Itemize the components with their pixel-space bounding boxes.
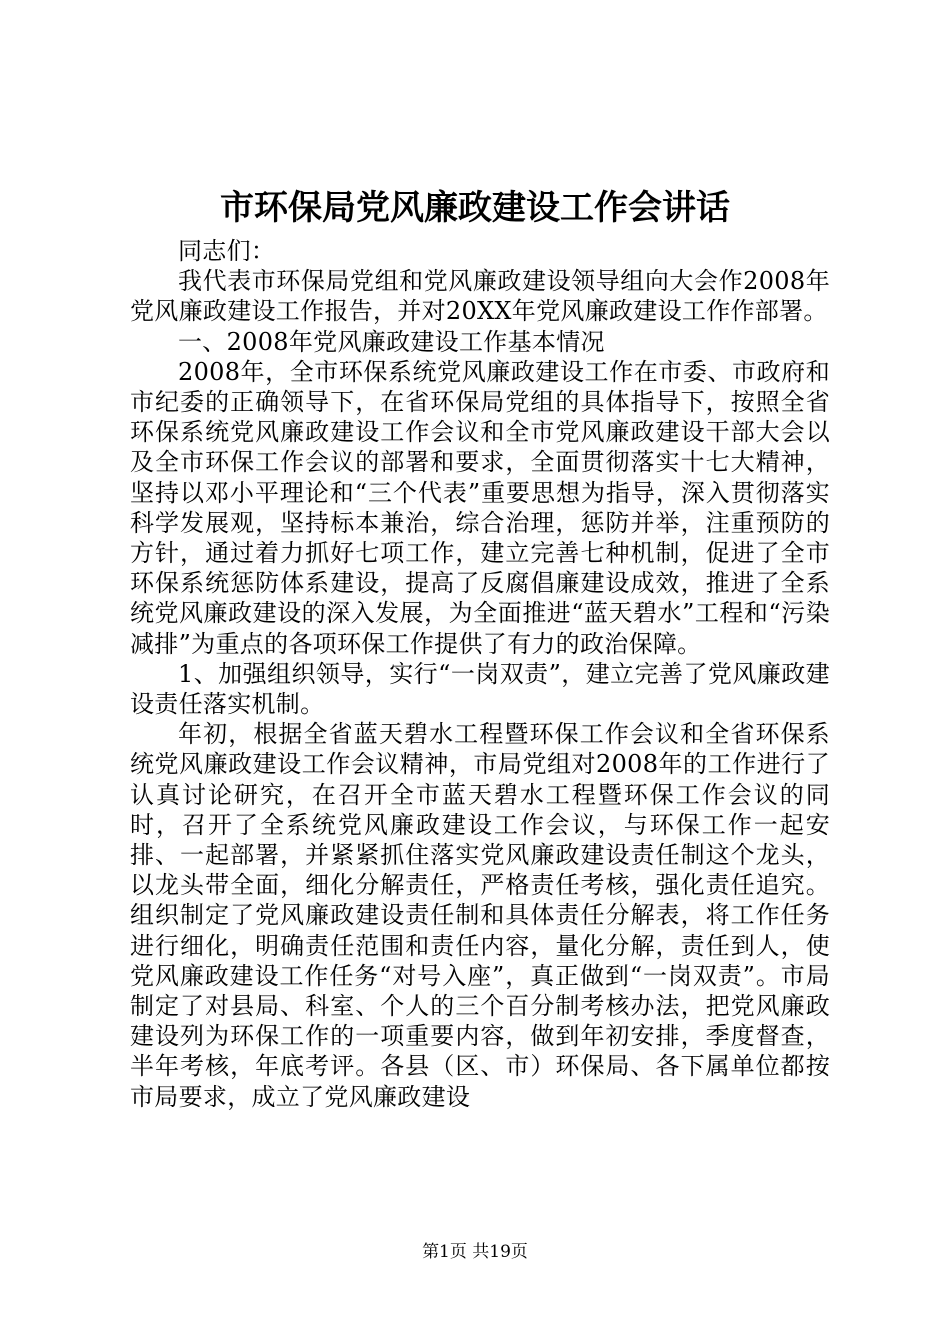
body-paragraph: 年初，根据全省蓝天碧水工程暨环保工作会议和全省环保系统党风廉政建设工作会议精神，市局党组对2008年的工作进行了认真讨论研究，在召开全市蓝天碧水工程暨环保工作会议的同时，召开了全系统党风廉政建设工作会议，与环保工作一起安排、一起部署，并紧紧抓住落实党风廉政建设责任制这个龙头，以龙头带全面，细化分解责任，严格责任考核，强化责任追究。组织制定了党风廉政建设责任制和具体责任分解表，将工作任务进行细化，明确责任范围和责任内容，量化分解，责任到人，使党风廉政建设工作任务“对号入座”，真正做到“一岗双责”。市局制定了对县局、科室、个人的三个百分制考核办法，把党风廉政建设列为环保工作的一项重要内容，做到年初安排，季度督查，半年考核，年底考评。各县（区、市）环保局、各下属单位都按市局要求，成立了党风廉政建设 bbox=[130, 720, 830, 1111]
section-heading: 一、2008年党风廉政建设工作基本情况 bbox=[178, 327, 605, 356]
intro-paragraph: 我代表市环保局党组和党风廉政建设领导组向大会作2008年党风廉政建设工作报告，并对20XX年党风廉政建设工作作部署。 bbox=[130, 267, 830, 326]
page-number-footer: 第1页 共19页 bbox=[422, 1242, 528, 1262]
document-title: 市环保局党风廉政建设工作会讲话 bbox=[220, 188, 730, 228]
body-paragraph: 2008年，全市环保系统党风廉政建设工作在市委、市政府和市纪委的正确领导下，在省环保局党组的具体指导下，按照全省环保系统党风廉政建设工作会议和全市党风廉政建设干部大会以及全市环保工作会议的部署和要求，全面贯彻落实十七大精神，坚持以邓小平理论和“三个代表”重要思想为指导，深入贯彻落实科学发展观，坚持标本兼治，综合治理，惩防并举，注重预防的方针，通过着力抓好七项工作，建立完善七种机制，促进了全市环保系统惩防体系建设，提高了反腐倡廉建设成效，推进了全系统党风廉政建设的深入发展，为全面推进“蓝天碧水”工程和“污染减排”为重点的各项环保工作提供了有力的政治保障。 bbox=[130, 357, 830, 658]
subsection-heading: 1、加强组织领导，实行“一岗双责”，建立完善了党风廉政建设责任落实机制。 bbox=[130, 659, 830, 719]
salutation-paragraph: 同志们： bbox=[178, 237, 276, 265]
document-body bbox=[130, 236, 830, 1112]
